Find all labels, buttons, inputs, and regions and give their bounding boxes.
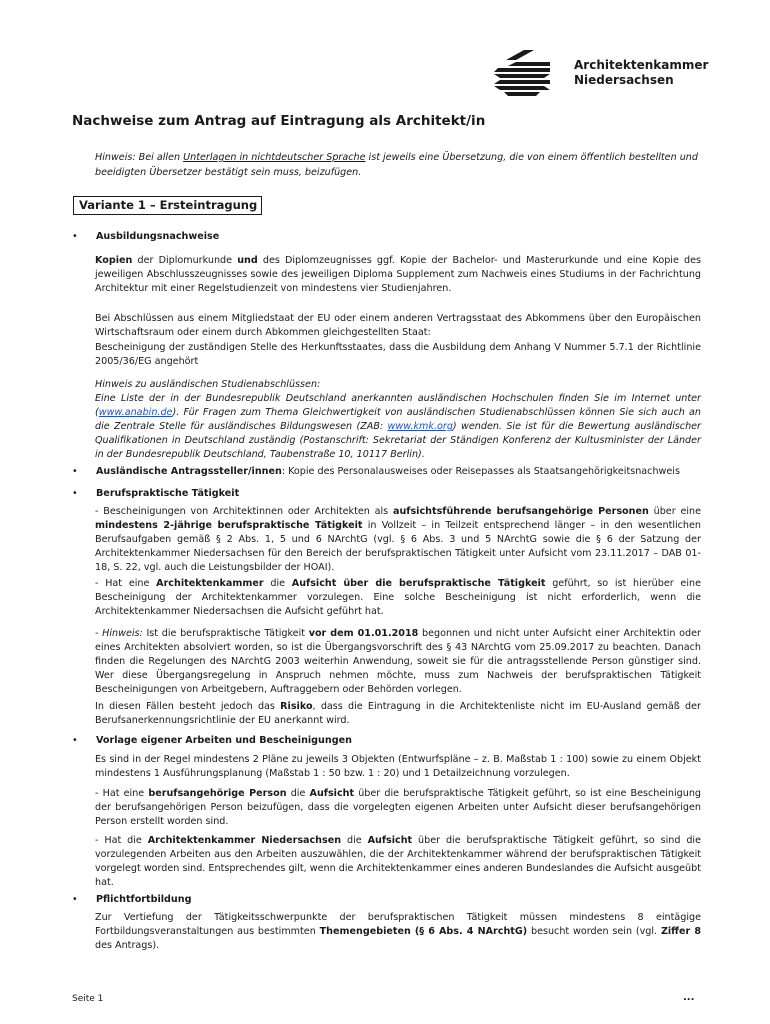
text: begonnen und nicht unter Aufsicht einer Architektin oder eines Architekten absolviert worden, so ist die Übergangsvorschrift des § 43 NArchtG vom 25.09.2017 zu beachten. Danach finden die Regelungen des NArchtG 2003 weiterhin Anwendung, soweit sie für die antragsstellende Person günstiger sind. Wer diese Übergangsregelung in Anspruch nehmen möchte, muss zum Nachweis der berufspraktischen Tätigkeit Bescheinigungen von Arbeitgebern, Auftraggebern oder Behörden vorlegen. bbox=[95, 628, 701, 695]
arbeiten-paragraph-2 bbox=[95, 787, 701, 829]
note-underlined: Unterlagen in nichtdeutscher Sprache bbox=[183, 152, 366, 163]
document-title: Nachweise zum Antrag auf Eintragung als Architekt/in bbox=[72, 113, 486, 129]
ausbildung-paragraph-1 bbox=[95, 254, 701, 296]
bold-text: Architektenkammer Niedersachsen bbox=[147, 835, 342, 846]
variant-box: Variante 1 – Ersteintragung bbox=[73, 196, 262, 215]
text: geführt, so ist hierüber eine Bescheinigung der Architektenkammer vorzulegen. Eine solche Bescheinigung ist nicht erforderlich, wenn die Architektenkammer Niedersachsen die Aufsicht geführt hat. bbox=[95, 578, 701, 617]
text: über die berufspraktische Tätigkeit geführt, so sind die vorzulegenden Arbeiten aus den Arbeiten auszuwählen, die der Architektenkammer während der berufspraktischen Tätigkeit vorgelegt worden sind. Entsprechendes gilt, wenn die Architektenkammer eines anderen Bundeslandes die Aufsicht ausgeübt hat. bbox=[95, 835, 701, 888]
translation-note bbox=[95, 150, 701, 180]
text: der Diplomurkunde bbox=[132, 255, 238, 266]
section-heading: Ausbildungsnachweise bbox=[96, 231, 220, 242]
bold-text: mindestens 2-jährige berufspraktische Tätigkeit bbox=[95, 520, 363, 531]
bold-text: aufsichtsführende berufsangehörige Personen bbox=[392, 506, 649, 517]
text: - Bescheinigungen von Architektinnen oder Architekten als bbox=[95, 506, 393, 517]
continuation-marker: ... bbox=[683, 992, 695, 1003]
bullet-icon: • bbox=[72, 231, 78, 242]
section-heading: Pflichtfortbildung bbox=[96, 894, 192, 905]
praxis-paragraph-1 bbox=[95, 505, 701, 575]
ausbildung-hint bbox=[95, 378, 701, 462]
text: ). Für Fragen zum Thema Gleichwertigkeit von ausländischen Studienabschlüssen können Sie sich auch an die Zentrale Stelle für ausländisches Bildungswesen (ZAB: bbox=[95, 407, 701, 432]
page-number: Seite 1 bbox=[72, 994, 104, 1004]
text: über eine bbox=[648, 506, 702, 517]
kmk-link[interactable]: www.kmk.org bbox=[387, 421, 453, 432]
bold-text: Ziffer 8 bbox=[660, 926, 701, 937]
text: über die berufspraktische Tätigkeit geführt, so ist eine Bescheinigung der berufsangehörigen Person beizufügen, dass die vorgelegten eigenen Arbeiten unter Aufsicht dieser berufsangehörigen Person erstellt worden sind. bbox=[95, 788, 701, 827]
text: die bbox=[263, 578, 292, 589]
bold-text: Aufsicht über die berufspraktische Tätigkeit bbox=[291, 578, 546, 589]
praxis-paragraph-4 bbox=[95, 700, 701, 728]
text: : Kopie des Personalausweises oder Reisepasses als Staatsangehörigkeitsnachweis bbox=[281, 466, 680, 477]
ausbildung-paragraph-3: Bescheinigung der zuständigen Stelle des Herkunftsstaates, dass die Ausbildung dem Anhang V Nummer 5.7.1 der Richtlinie 2005/36/EG angehört bbox=[95, 342, 701, 367]
architektenkammer-logo-icon bbox=[494, 50, 550, 96]
text: - Hat eine bbox=[95, 578, 157, 589]
text: besucht worden sein (vgl. bbox=[527, 926, 661, 937]
praxis-paragraph-2 bbox=[95, 577, 701, 619]
text: des Antrags). bbox=[95, 940, 160, 951]
text: - Hat eine bbox=[95, 788, 149, 799]
text: - Hat die bbox=[95, 835, 148, 846]
org-line-1: Architektenkammer bbox=[574, 58, 709, 72]
bold-text: Kopien bbox=[95, 255, 133, 266]
fortbildung-paragraph-1 bbox=[95, 911, 701, 953]
anabin-link[interactable]: www.anabin.de bbox=[98, 407, 173, 418]
text: die bbox=[286, 788, 310, 799]
text: Eine Liste der in der Bundesrepublik Deutschland anerkannten ausländischen Hochschulen finden Sie im Internet unter ( bbox=[95, 393, 701, 418]
text: In diesen Fällen besteht jedoch das bbox=[95, 701, 281, 712]
hint-heading: Hinweis zu ausländischen Studienabschlüssen: bbox=[95, 379, 321, 390]
bold-text: Aufsicht bbox=[367, 835, 413, 846]
praxis-paragraph-3 bbox=[95, 627, 701, 697]
text: ) wenden. Sie ist für die Bewertung ausländischer Qualifikationen in Deutschland zuständig (Postanschrift: Sekretariat der Ständigen Konferenz der Kultusminister der Länder in der Bundesrepublik Deutschland, Taubenstraße 10, 10117 Berlin). bbox=[95, 421, 701, 460]
section-heading: Ausländische Antragssteller/innen bbox=[96, 466, 282, 477]
auslaendisch-line bbox=[96, 465, 680, 479]
arbeiten-paragraph-1: Es sind in der Regel mindestens 2 Pläne zu jeweils 3 Objekten (Entwurfspläne – z. B. Maßstab 1 : 100) sowie zu einem Objekt mindestens 1 Ausführungsplanung (Maßstab 1 : 50 bzw. 1 : 20) und 1 Detailzeichnung vorzulegen. bbox=[95, 754, 701, 779]
arbeiten-paragraph-3 bbox=[95, 834, 701, 890]
bold-text: berufsangehörige Person bbox=[148, 788, 287, 799]
bold-text: Risiko bbox=[280, 701, 313, 712]
note-prefix: Hinweis: Bei allen bbox=[95, 152, 184, 163]
org-line-2: Niedersachsen bbox=[574, 73, 674, 87]
ausbildung-paragraph-2: Bei Abschlüssen aus einem Mitgliedstaat der EU oder einem anderen Vertragsstaat des Abkommens über den Europäischen Wirtschaftsraum oder einem durch Abkommen gleichgestellten Staat: bbox=[95, 313, 701, 338]
section-heading: Berufspraktische Tätigkeit bbox=[96, 488, 240, 499]
bullet-icon: • bbox=[72, 488, 78, 499]
text: Zur Vertiefung der Tätigkeitsschwerpunkte der berufspraktischen Tätigkeit müssen mindestens 8 eintägige Fortbildungsveranstaltungen aus bestimmten bbox=[95, 912, 701, 937]
text: in Vollzeit – in Teilzeit entsprechend länger – in den wesentlichen Berufsaufgaben gemäß § 2 Abs. 1, 5 und 6 NArchtG (vgl. § 6 Abs. 3 und 5 NArchtG sowie die § 6 der Satzung der Architektenkammer Niedersachsen für den Bereich der berufspraktischen Tätigkeit unter Aufsicht vom 23.11.2017 – DAB 01-18, S. 22, vgl. auch die Leistungsbilder der HOAI). bbox=[95, 520, 701, 573]
note-suffix: ist jeweils eine Übersetzung, die von einem öffentlich bestellten und beeidigten Übersetzer bestätigt sein muss, beizufügen. bbox=[95, 152, 698, 178]
bold-text: Architektenkammer bbox=[156, 578, 264, 589]
bullet-icon: • bbox=[72, 466, 78, 477]
organization-name bbox=[574, 58, 708, 88]
text: die bbox=[341, 835, 368, 846]
bullet-icon: • bbox=[72, 735, 78, 746]
bold-text: vor dem 01.01.2018 bbox=[308, 628, 419, 639]
bold-text: und bbox=[237, 255, 258, 266]
text: Ist die berufspraktische Tätigkeit bbox=[142, 628, 309, 639]
text: des Diplomzeugnisses ggf. Kopie der Bachelor- und Masterurkunde und eine Kopie des jeweiligen Abschlusszeugnisses sowie des jeweiligen Diploma Supplement zum Nachweis eines Studiums in der Fachrichtung Architektur mit einer Regelstudienzeit von mindestens vier Studienjahren. bbox=[95, 255, 701, 294]
bold-text: Aufsicht bbox=[309, 788, 355, 799]
bold-text: Themengebieten (§ 6 Abs. 4 NArchtG) bbox=[319, 926, 528, 937]
section-heading: Vorlage eigener Arbeiten und Bescheinigungen bbox=[96, 735, 352, 746]
bullet-icon: • bbox=[72, 894, 78, 905]
italic-text: - Hinweis: bbox=[95, 628, 143, 639]
text: , dass die Eintragung in die Architektenliste nicht im EU-Ausland gemäß der Berufsanerkennungsrichtlinie der EU anerkannt wird. bbox=[95, 701, 701, 726]
